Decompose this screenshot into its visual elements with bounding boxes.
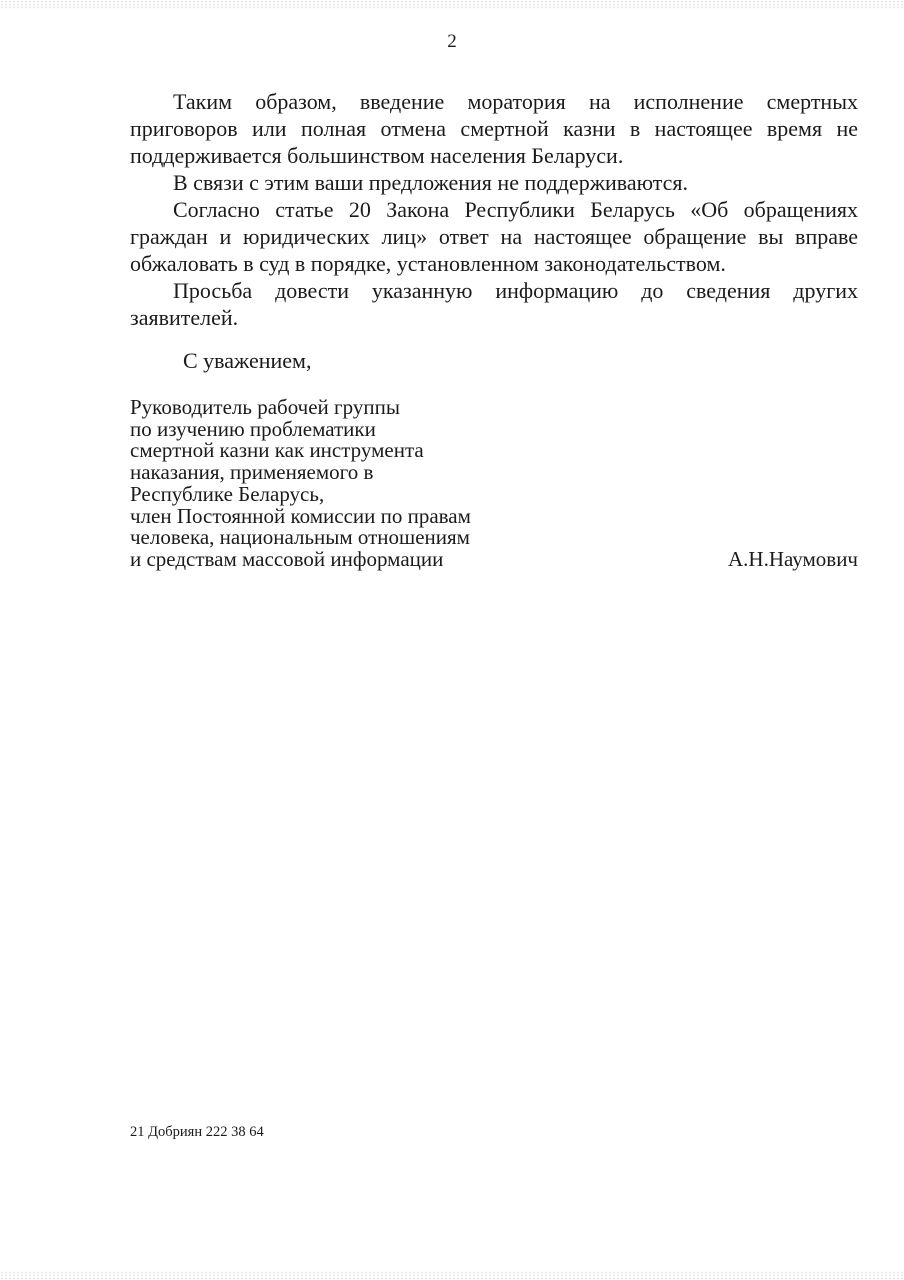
signature-title-line: и средствам массовой информации bbox=[130, 546, 444, 571]
body-line: В связи с этим ваши предложения не поддерживаются. bbox=[173, 170, 689, 195]
scan-noise-bottom bbox=[0, 1271, 904, 1280]
signature-title-line: смертной казни как инструмента bbox=[130, 438, 424, 463]
signature-title-line: наказания, применяемого в bbox=[130, 460, 374, 485]
body-line: Таким образом, введение моратория на исполнение смертных bbox=[173, 89, 858, 114]
signature-title-line: по изучению проблематики bbox=[130, 416, 376, 441]
body-line: граждан и юридических лиц» ответ на настоящее обращение вы вправе bbox=[130, 224, 858, 249]
body-line: обжаловать в суд в порядке, установленном законодательством. bbox=[130, 251, 726, 276]
scan-noise-top bbox=[0, 0, 904, 9]
letter-body bbox=[130, 88, 858, 331]
body-line: поддерживается большинством населения Беларуси. bbox=[130, 143, 624, 168]
body-line: Просьба довести указанную информацию до сведения других bbox=[173, 278, 858, 303]
closing-salutation: С уважением, bbox=[183, 348, 312, 373]
body-line: заявителей. bbox=[130, 305, 239, 330]
signature-title-line: член Постоянной комиссии по правам bbox=[130, 503, 471, 528]
footer-reference: 21 Добриян 222 38 64 bbox=[130, 1124, 264, 1140]
body-line: Согласно статье 20 Закона Республики Беларусь «Об обращениях bbox=[173, 197, 858, 222]
signature-last-line bbox=[130, 546, 858, 571]
signature-title-line: человека, национальным отношениям bbox=[130, 525, 470, 550]
signature-block bbox=[130, 397, 858, 571]
page-number: 2 bbox=[447, 31, 457, 52]
signatory-name: А.Н.Наумович bbox=[728, 546, 858, 571]
body-line: приговоров или полная отмена смертной казни в настоящее время не bbox=[130, 116, 858, 141]
signature-title-line: Республике Беларусь, bbox=[130, 481, 325, 506]
signature-title-line: Руководитель рабочей группы bbox=[130, 395, 400, 419]
